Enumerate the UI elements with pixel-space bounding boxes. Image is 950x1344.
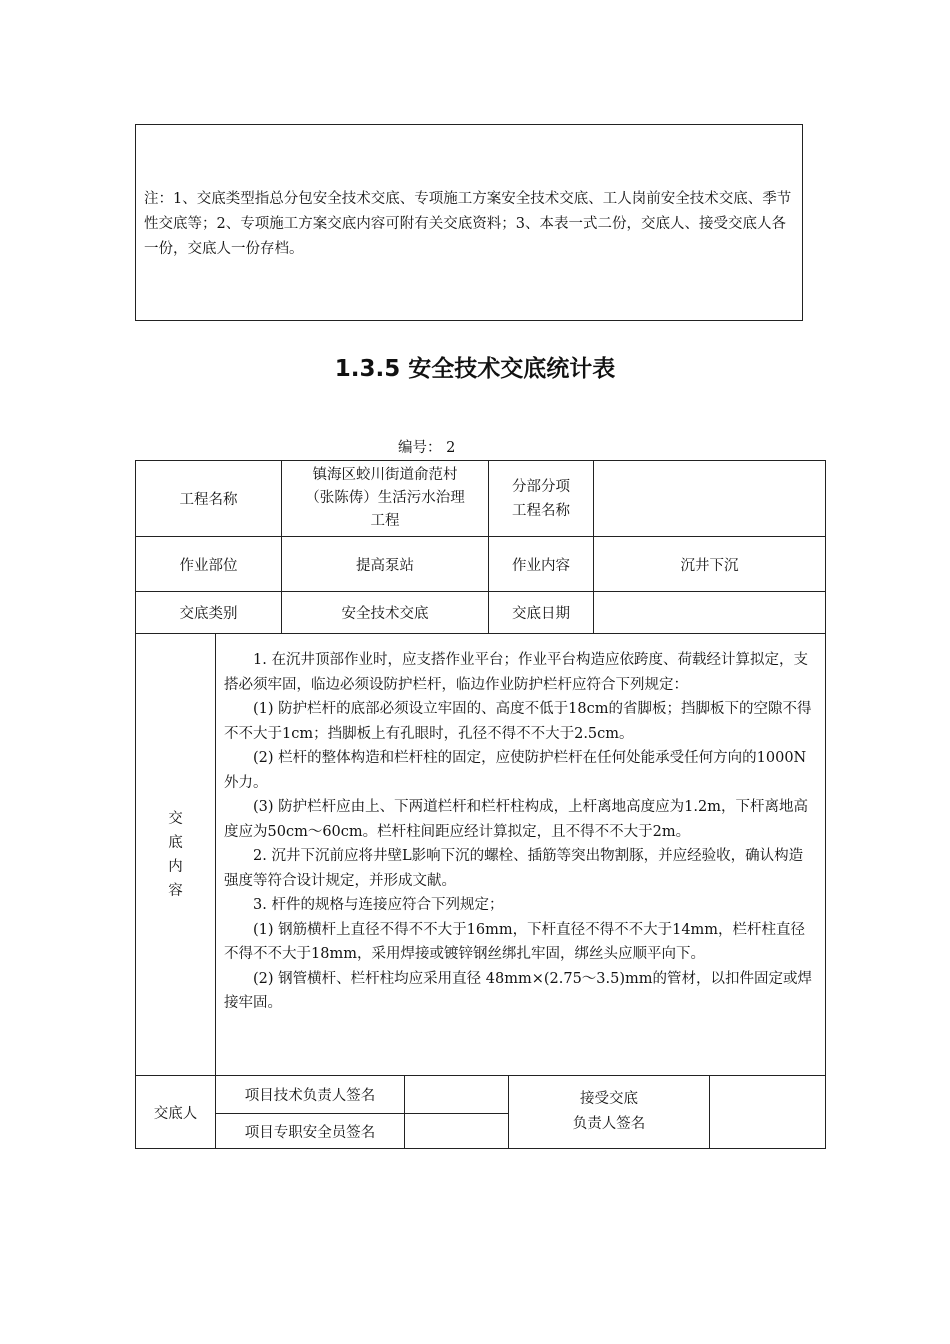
serial-number	[398, 436, 455, 457]
content-paragraph: (1) 钢筋横杆上直径不得不不大于16mm，下杆直径不得不不大于14mm，栏杆柱直径不得不不大于18mm，采用焊接或镀锌钢丝绑扎牢固，绑丝头应顺平向下。	[224, 921, 806, 962]
note-text: 注：1、交底类型指总分包安全技术交底、专项施工方案安全技术交底、工人岗前安全技术交底、季节性交底等；2、专项施工方案交底内容可附有关交底资料；3、本表一式二份，交底人、接受交底人各一份，交底人一份存档。	[144, 191, 792, 257]
date-value	[594, 592, 826, 634]
row-project-name	[136, 461, 826, 537]
type-value: 安全技术交底	[282, 592, 489, 634]
discloser-label: 交底人	[136, 1076, 216, 1149]
content-paragraph: (1) 防护栏杆的底部必须设立牢固的、高度不低于18cm的省脚板；挡脚板下的空隙不得不不大于1cm；挡脚板上有孔眼时，孔径不得不不大于2.5cm。	[224, 701, 812, 742]
content-body	[216, 634, 826, 1076]
row-work-location	[136, 537, 826, 592]
disclosure-table	[135, 460, 826, 1149]
serial-value: 2	[446, 440, 456, 456]
content-paragraph: 2. 沉井下沉前应将井壁L影响下沉的螺栓、插筋等突出物割豚，并应经验收，确认构造强度等符合设计规定，并形成文献。	[224, 848, 804, 889]
note-box	[135, 124, 803, 321]
content-paragraph: (2) 栏杆的整体构造和栏杆柱的固定，应使防护栏杆在任何处能承受任何方向的1000N外力。	[224, 750, 807, 791]
work-content-value: 沉井下沉	[594, 537, 826, 592]
content-paragraph: 1. 在沉井顶部作业时，应支搭作业平台；作业平台构造应依跨度、荷载经计算拟定，支搭必须牢固，临边必须设防护栏杆，临边作业防护栏杆应符合下列规定：	[224, 652, 808, 693]
sub-project-label: 分部分项 工程名称	[489, 461, 594, 537]
content-paragraph: (3) 防护栏杆应由上、下两道栏杆和栏杆柱构成，上杆离地高度应为1.2m，下杆离地高度应为50cm～60cm。栏杆柱间距应经计算拟定，且不得不不大于2m。	[224, 799, 808, 840]
work-location-value: 提高泵站	[282, 537, 489, 592]
row-disclosure-type	[136, 592, 826, 634]
work-location-label: 作业部位	[136, 537, 282, 592]
project-name-value: 镇海区蛟川街道俞范村 （张陈俦）生活污水治理 工程	[282, 461, 489, 537]
content-paragraph: 3. 杆件的规格与连接应符合下列规定；	[253, 897, 504, 913]
safety-officer-sign-value	[405, 1114, 509, 1149]
safety-officer-sign-label: 项目专职安全员签名	[216, 1114, 405, 1149]
content-label: 交 底 内 容	[136, 634, 216, 1076]
row-content	[136, 634, 826, 1076]
tech-lead-sign-value	[405, 1076, 509, 1114]
receiver-sign-value	[710, 1076, 826, 1149]
tech-lead-sign-label: 项目技术负责人签名	[216, 1076, 405, 1114]
date-label: 交底日期	[489, 592, 594, 634]
content-paragraph: (2) 钢管横杆、栏杆柱均应采用直径 48mm×(2.75～3.5)mm的管材，以扣件固定或焊接牢固。	[224, 970, 813, 1011]
project-name-label: 工程名称	[136, 461, 282, 537]
sub-project-value	[594, 461, 826, 537]
work-content-label: 作业内容	[489, 537, 594, 592]
serial-label: 编号：	[398, 440, 442, 456]
receiver-label: 接受交底 负责人签名	[509, 1076, 710, 1149]
page-title: 1.3.5 安全技术交底统计表	[334, 356, 616, 382]
type-label: 交底类别	[136, 592, 282, 634]
row-signature-1	[136, 1076, 826, 1114]
